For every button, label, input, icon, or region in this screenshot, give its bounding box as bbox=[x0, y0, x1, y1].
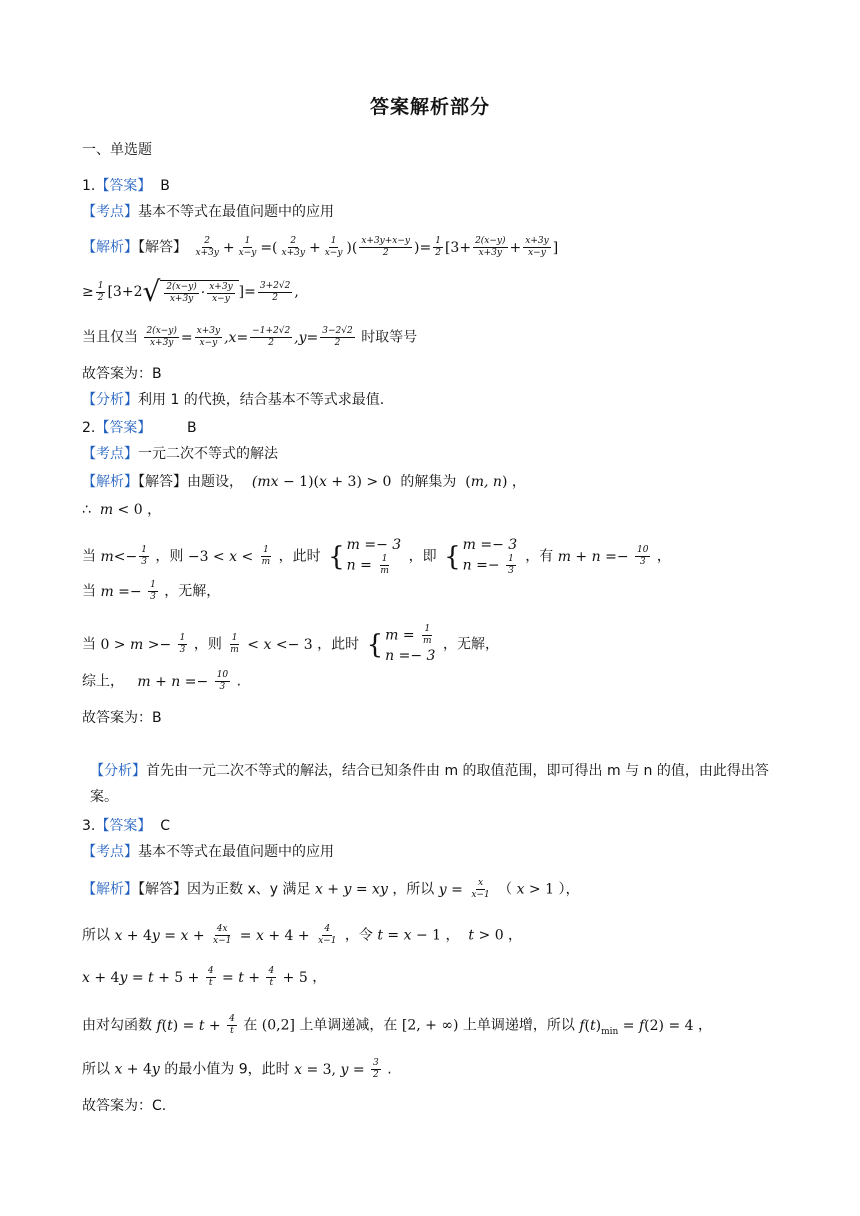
q2-answer: B bbox=[186, 420, 197, 436]
q1-point-line bbox=[82, 202, 334, 222]
q1-formula-2: ≥ $\frac{1}{2}$ [3+2 √ $\frac{2(x-y)}{x+3y}$ · $\frac{x+3y}{x-y}$ ]= $\frac{3+2√2}{2}$ , bbox=[82, 275, 299, 308]
q2-case2-cond: m =− $\frac{1}{3}$ bbox=[100, 580, 156, 602]
q2-l5a: 当 bbox=[82, 636, 96, 653]
q1-answer: B bbox=[160, 178, 170, 194]
q2-l4b: ，无解， bbox=[164, 583, 221, 600]
q1-fenxi: 利用 1 的代换，结合基本不等式求最值. bbox=[138, 392, 385, 408]
q1-solution-line-2 bbox=[82, 275, 299, 308]
q1-fenxi-line bbox=[82, 390, 384, 410]
q3-solve-tag: 【解答】 bbox=[138, 881, 187, 898]
q2-l3d: ，即 bbox=[408, 548, 437, 565]
q3-answer-line bbox=[82, 816, 170, 836]
q1-analysis-tag: 【解析】 bbox=[82, 239, 138, 256]
q1-formula-3: $\frac{2(x-y)}{x+3y}$ = $\frac{x+3y}{x-y}$ ,x= $\frac{-1+2√2}{2}$ ,y= $\frac{3-2√2}{2}$ bbox=[146, 326, 353, 348]
q2-l3c: ，此时 bbox=[278, 548, 321, 565]
q3-t-expr: x + 4y = t + 5 + $\frac{4}{t}$ = t + $\frac{4}{t}$ + 5 bbox=[82, 966, 308, 988]
q1-answer-tag: 【答案】 bbox=[95, 178, 152, 194]
q3-f-def: f(t) = t + $\frac{4}{t}$ bbox=[156, 1014, 235, 1036]
q3-l5b: 的最小值为 9，此时 bbox=[164, 1061, 290, 1078]
q3-solution-line-2: 所以 x + 4y = x + $\frac{4x}{x-1}$ = x + 4 + $\frac{4}{x-1}$ ，令 t = x − 1 ， t > 0 ， bbox=[82, 924, 523, 946]
q1-point-tag: 【考点】 bbox=[82, 204, 138, 220]
q3-answer: C bbox=[160, 818, 171, 834]
q3-result: 故答案为：C. bbox=[82, 1098, 167, 1114]
q2-l5d: ，无解， bbox=[443, 636, 500, 653]
q3-target: x + 4y bbox=[114, 1061, 160, 1078]
q2-inequality: (mx − 1)(x + 3) > 0 bbox=[251, 474, 392, 490]
q3-l2b: ，令 bbox=[344, 927, 373, 944]
q2-therefore: ∴ bbox=[82, 502, 91, 518]
q3-l2a: 所以 bbox=[82, 927, 110, 944]
q3-t-def: t = x − 1 bbox=[377, 927, 442, 944]
q2-solution-line-1: 【解析】【解答】由题设， (mx − 1)(x + 3) > 0 的解集为 (m, n) ， bbox=[82, 474, 526, 490]
q2-analysis-tag: 【解析】 bbox=[82, 474, 138, 490]
q3-l1a: 因为正数 x、y 满足 bbox=[187, 881, 311, 898]
q2-result: 故答案为：B bbox=[82, 710, 162, 726]
q2-l1a: 由题设， bbox=[187, 474, 243, 490]
q3-solution-line-4: 由对勾函数 f(t) = t + $\frac{4}{t}$ 在 (0,2] 上单调递减，在 [2, + ∞) 上单调递增，所以 $f(t)_{min} = f(2) = 4$ ， bbox=[82, 1014, 712, 1037]
q3-l4b: 在 bbox=[243, 1017, 258, 1034]
q2-fenxi: 首先由一元二次不等式的解法，结合已知条件由 m 的取值范围，即可得出 m 与 n 的值，由此得出答案。 bbox=[90, 763, 769, 805]
q3-t-pos: t > 0 bbox=[468, 927, 504, 944]
q2-l3e: ，有 bbox=[525, 548, 554, 565]
q3-point-line bbox=[82, 842, 334, 862]
q1-solve-tag: 【解答】 bbox=[138, 239, 187, 256]
q2-l1b: 的解集为 bbox=[400, 474, 457, 490]
q1-answer-line bbox=[82, 176, 170, 196]
q2-case1-sum: m + n =− $\frac{10}{3}$ bbox=[557, 545, 649, 567]
q1-point: 基本不等式在最值问题中的应用 bbox=[138, 204, 334, 220]
q2-solution-line-3: 当 m<− $\frac{1}{3}$ ，则 −3 < x < $\frac{1}{m}$ ，此时 { m =− 3 n = $\frac{1}{m}$ ，即 { m =− 3 n =− $\frac{1}{3}$ ，有 m + n =− $\frac{10}{3}$ ， bbox=[82, 537, 671, 576]
q2-interval: (m, n) bbox=[465, 474, 508, 490]
q1-formula-1: $\frac{2}{x+3y}$ + $\frac{1}{x-y}$ =( $\frac{2}{x+3y}$ + $\frac{1}{x-y}$ )( $\frac{x+3y+x-y}{2}$ )= $\frac{1}{2}$ [3+ $\frac{2(x-y)}{x+3y}$ + $\frac{x+3y}{x-y}$ ] bbox=[195, 236, 559, 258]
q3-x-range: （ x > 1 ）， bbox=[498, 881, 580, 898]
q1-solution-line-3 bbox=[82, 326, 417, 349]
q2-fenxi-line bbox=[90, 758, 790, 810]
q3-l1b: ，所以 bbox=[392, 881, 435, 898]
q3-l4d: 上单调递增，所以 bbox=[462, 1017, 575, 1034]
q2-point-line bbox=[82, 444, 278, 464]
q2-case3-range: $\frac{1}{m}$ < x <− 3 bbox=[230, 633, 313, 655]
q3-number: 3. bbox=[82, 818, 96, 834]
q3-solution-line-1 bbox=[82, 878, 579, 901]
q2-answer-line bbox=[82, 418, 197, 438]
q1-cond-suffix: 时取等号 bbox=[361, 329, 418, 346]
q2-point: 一元二次不等式的解法 bbox=[138, 446, 278, 462]
q2-solution-line-5 bbox=[82, 624, 499, 665]
q3-condition: x + y = xy bbox=[314, 881, 388, 898]
q2-case3-system: { m = $\frac{1}{m}$ n =− 3 bbox=[366, 624, 436, 664]
q3-sub-expr: x + 4y = x + $\frac{4x}{x-1}$ = x + 4 + $\frac{4}{x-1}$ bbox=[114, 924, 337, 946]
q2-solve-tag: 【解答】 bbox=[138, 474, 187, 490]
q1-cond-prefix: 当且仅当 bbox=[82, 329, 138, 346]
q3-solution-line-5: 所以 x + 4y 的最小值为 9，此时 x = 3, y = $\frac{3}{2}$ . bbox=[82, 1058, 392, 1080]
q3-point: 基本不等式在最值问题中的应用 bbox=[138, 844, 334, 860]
q3-xy-values: x = 3, y = $\frac{3}{2}$ bbox=[294, 1058, 379, 1080]
q3-answer-tag: 【答案】 bbox=[95, 818, 152, 834]
q2-case1-system: { m =− 3 n = $\frac{1}{m}$ bbox=[328, 537, 402, 576]
q2-number: 2. bbox=[82, 420, 96, 436]
q2-solution-line-2: ∴ m < 0 ， bbox=[82, 502, 162, 518]
q2-l3a: 当 bbox=[82, 548, 96, 565]
q2-answer-tag: 【答案】 bbox=[95, 420, 152, 436]
q3-analysis-tag: 【解析】 bbox=[82, 881, 138, 898]
q3-l4c: 上单调递减，在 bbox=[299, 1017, 398, 1034]
q2-l5b: ，则 bbox=[193, 636, 222, 653]
q2-l3b: ，则 bbox=[155, 548, 184, 565]
q2-fenxi-tag: 【分析】 bbox=[90, 763, 146, 779]
q1-number: 1. bbox=[82, 178, 96, 194]
q2-solution-line-6: 综上， m + n =− $\frac{10}{3}$ . bbox=[82, 670, 242, 692]
q2-case3-cond: 0 > m >− $\frac{1}{3}$ bbox=[100, 633, 186, 655]
q2-case1-cond: m<− $\frac{1}{3}$ bbox=[100, 545, 147, 567]
q2-point-tag: 【考点】 bbox=[82, 446, 138, 462]
q2-l5c: ，此时 bbox=[317, 636, 360, 653]
q2-final-sum: m + n =− $\frac{10}{3}$ bbox=[137, 670, 229, 692]
q3-y-expr: y = $\frac{x}{x-1}$ bbox=[438, 878, 490, 900]
q2-case1-range: −3 < x < $\frac{1}{m}$ bbox=[187, 545, 271, 567]
section-heading: 一、单选题 bbox=[82, 142, 152, 158]
q2-case1-system-2: { m =− 3 n =− $\frac{1}{3}$ bbox=[444, 537, 518, 576]
q2-solution-line-4 bbox=[82, 580, 220, 603]
q2-l6: 综上， bbox=[82, 673, 124, 690]
q2-l4a: 当 bbox=[82, 583, 96, 600]
q3-interval-2: [2, + ∞) bbox=[401, 1017, 459, 1034]
q3-l5a: 所以 bbox=[82, 1061, 110, 1078]
page-title: 答案解析部分 bbox=[369, 96, 490, 118]
q1-result: 故答案为：B bbox=[82, 366, 162, 382]
q2-m-neg: m < 0 bbox=[99, 502, 143, 518]
q3-f-min: $f(t)_{min} = f(2) = 4$ bbox=[579, 1017, 694, 1037]
q3-solution-line-3: x + 4y = t + 5 + $\frac{4}{t}$ = t + $\frac{4}{t}$ + 5 ， bbox=[82, 966, 327, 988]
q3-point-tag: 【考点】 bbox=[82, 844, 138, 860]
q1-solution-line-1 bbox=[82, 236, 558, 259]
q1-fenxi-tag: 【分析】 bbox=[82, 392, 138, 408]
q3-l4a: 由对勾函数 bbox=[82, 1017, 152, 1034]
q3-interval-1: (0,2] bbox=[261, 1017, 295, 1034]
